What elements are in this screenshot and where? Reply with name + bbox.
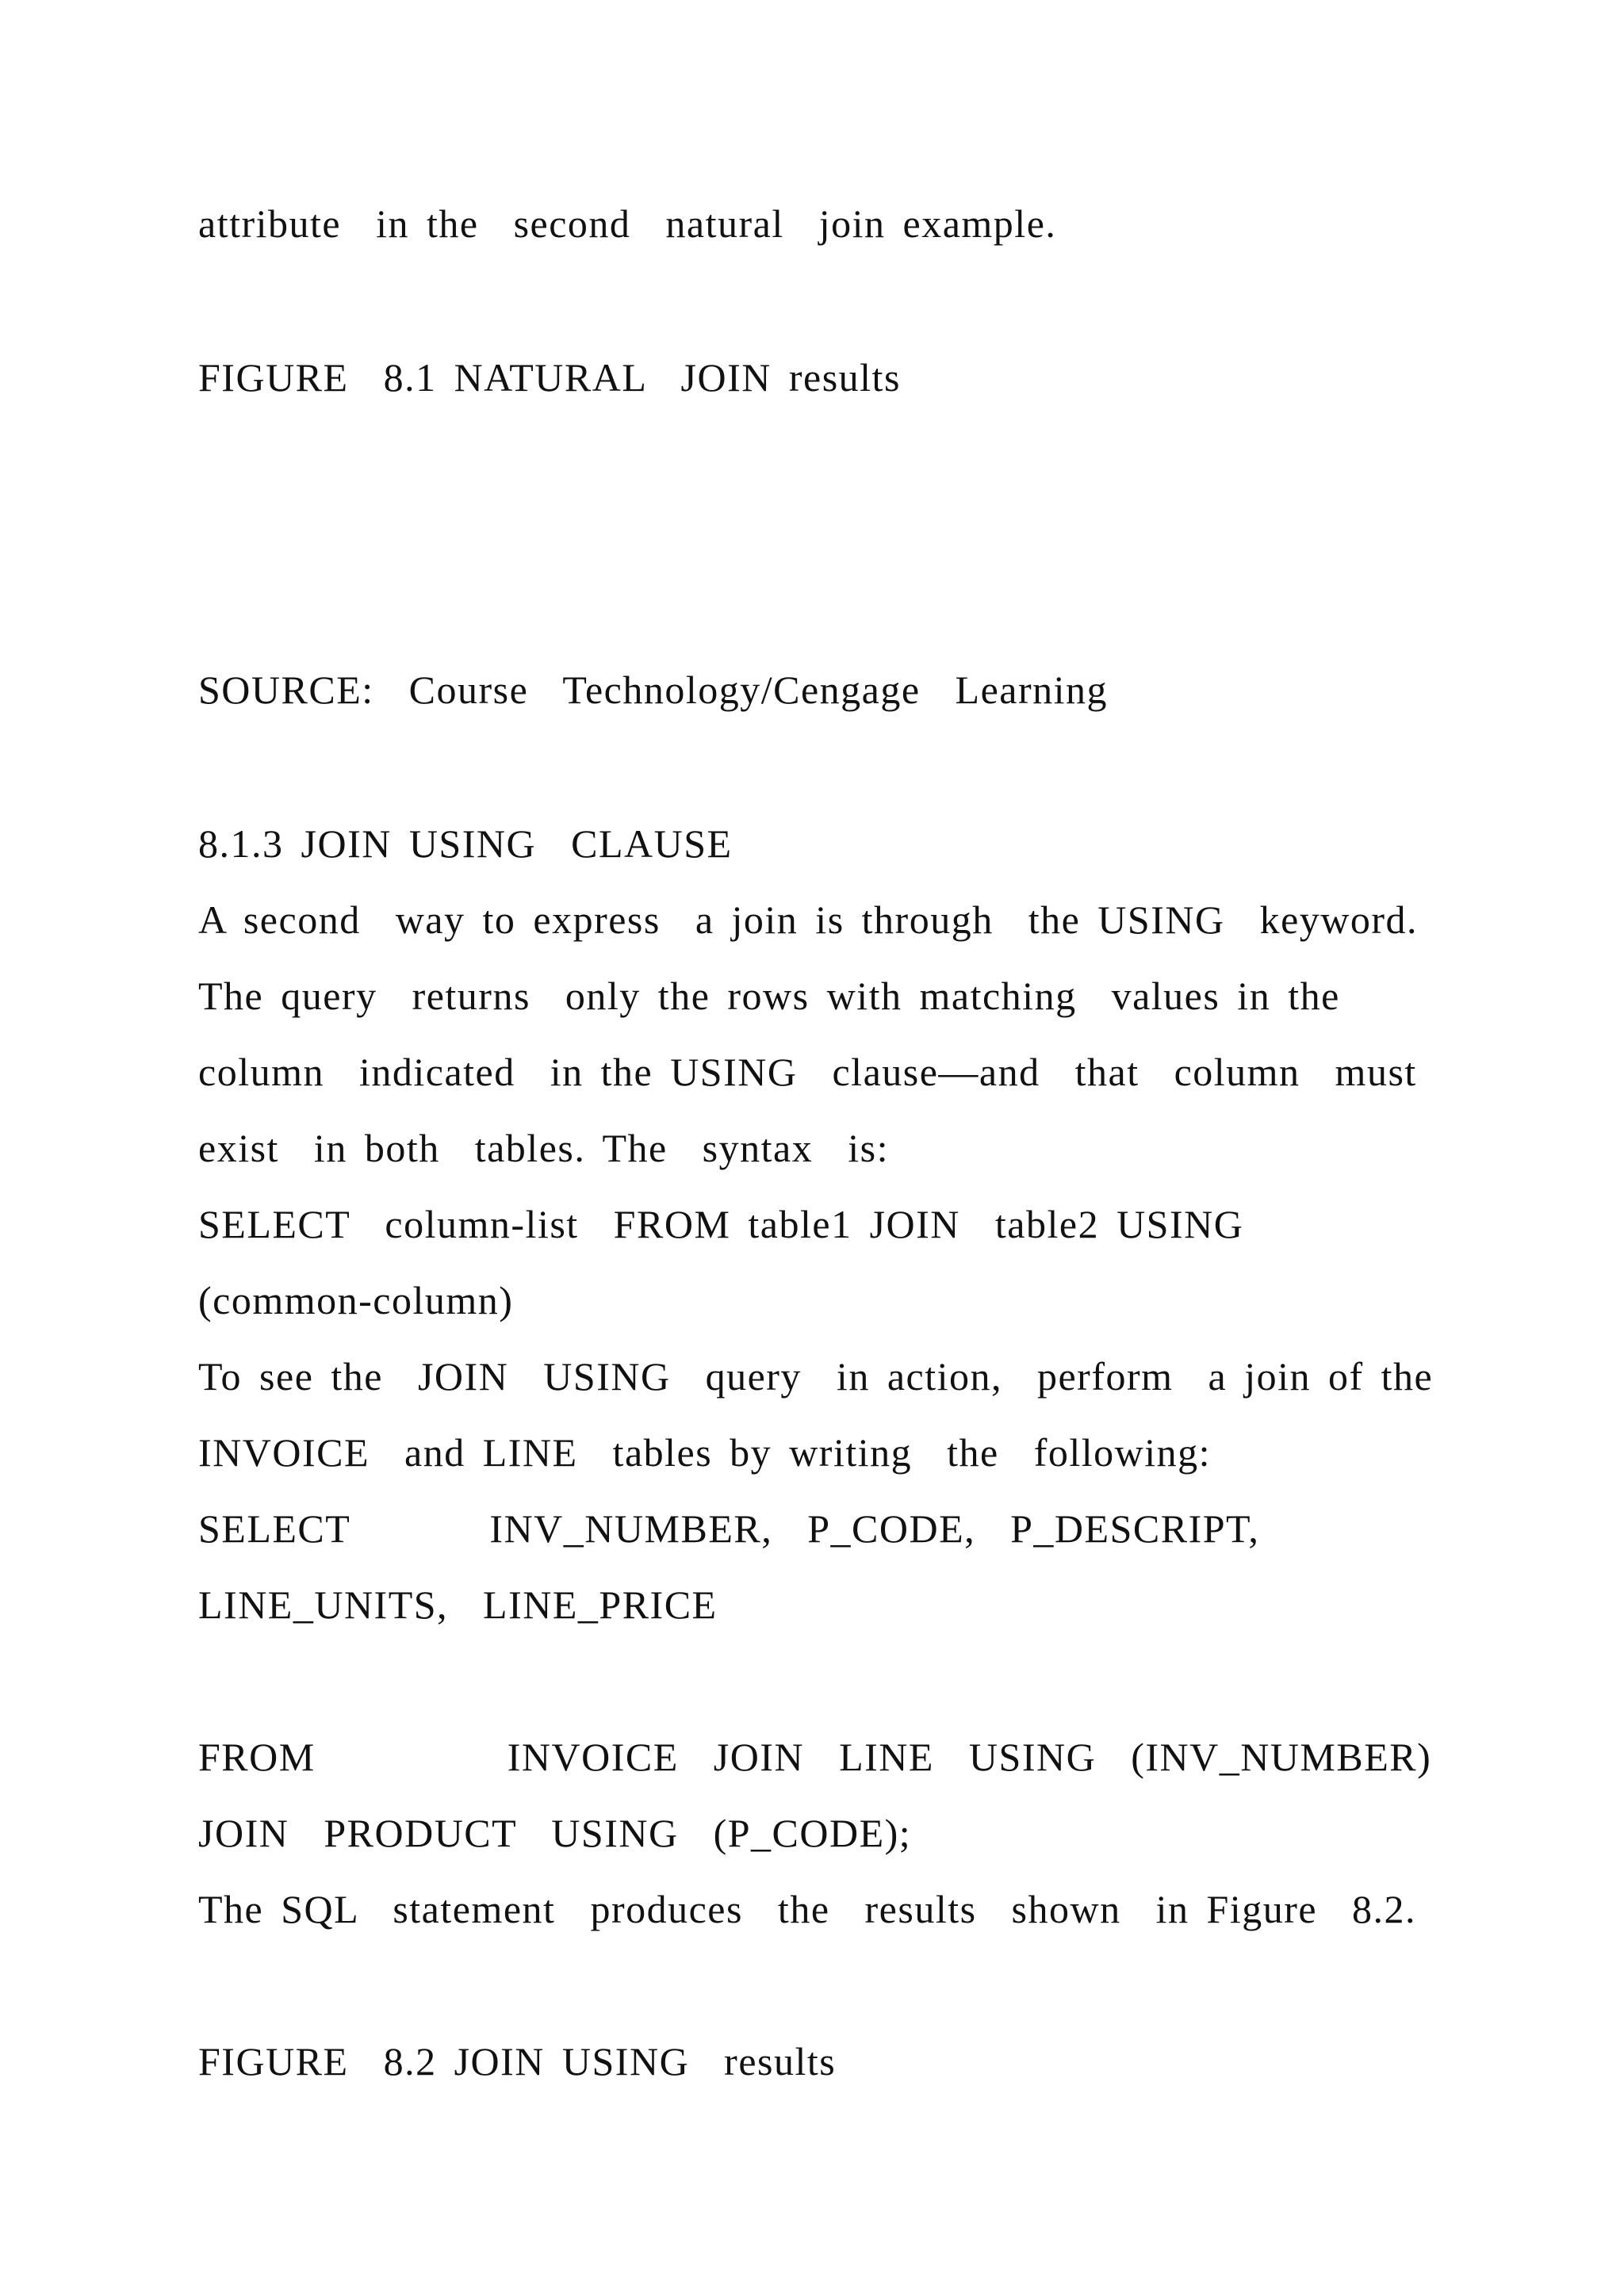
body-text-line: exist in both tables. The syntax is: (198, 1126, 889, 1170)
body-text-line: column indicated in the USING clause—and that column must (198, 1050, 1417, 1094)
syntax-line: SELECT column-list FROM table1 JOIN table2 USING (198, 1202, 1244, 1246)
body-text-line: INVOICE and LINE tables by writing the following: (198, 1430, 1212, 1475)
body-text-line: The SQL statement produces the results shown in Figure 8.2. (198, 1887, 1417, 1931)
body-text-line: attribute in the second natural join example. (198, 201, 1057, 246)
syntax-line: (common-column) (198, 1278, 514, 1322)
section-heading: 8.1.3 JOIN USING CLAUSE (198, 821, 733, 866)
sql-code-line: FROM INVOICE JOIN LINE USING (INV_NUMBER) (198, 1735, 1432, 1779)
sql-code-line: JOIN PRODUCT USING (P_CODE); (198, 1811, 912, 1855)
body-text-line: A second way to express a join is through the USING keyword. (198, 897, 1419, 942)
sql-code-line: SELECT INV_NUMBER, P_CODE, P_DESCRIPT, (198, 1506, 1260, 1551)
source-credit: SOURCE: Course Technology/Cengage Learning (198, 668, 1109, 712)
body-text-line: The query returns only the rows with matching values in the (198, 974, 1340, 1018)
sql-code-line: LINE_UNITS, LINE_PRICE (198, 1582, 718, 1627)
figure-caption: FIGURE 8.2 JOIN USING results (198, 2039, 837, 2084)
body-text-line: To see the JOIN USING query in action, perform a join of the (198, 1354, 1434, 1399)
figure-caption: FIGURE 8.1 NATURAL JOIN results (198, 355, 901, 400)
